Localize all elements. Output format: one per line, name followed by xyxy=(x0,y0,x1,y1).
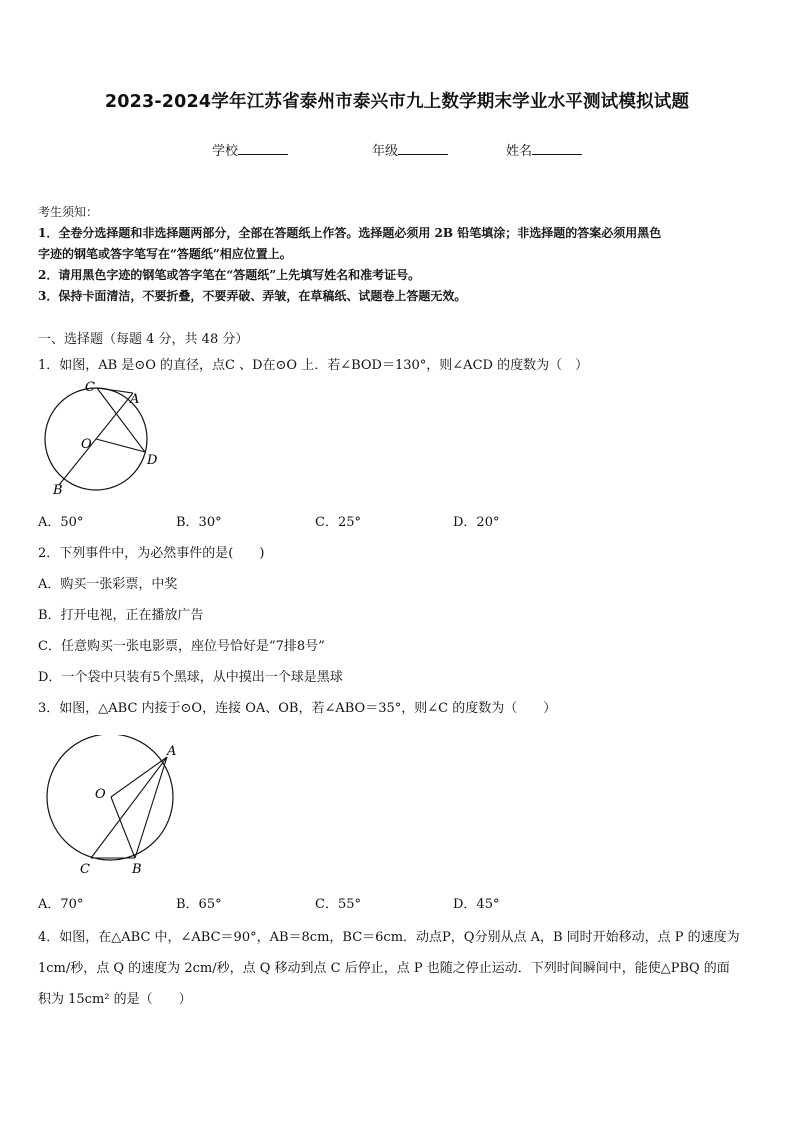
q2-option-d[interactable]: D．一个袋中只装有5个黑球，从中摸出一个球是黑球 xyxy=(38,670,343,685)
school-blank xyxy=(238,142,288,155)
q1-option-c[interactable]: C．25° xyxy=(315,515,361,530)
notice-line-1: 1．全卷分选择题和非选择题两部分，全部在答题纸上作答。选择题必须用 2B 铅笔填涂；非选择题的答案必须用黑色 xyxy=(38,226,662,240)
notice-line-3: 3．保持卡面清洁，不要折叠，不要弄破、弄皱，在草稿纸、试题卷上答题无效。 xyxy=(38,289,467,303)
section-heading: 一、选择题（每题 4 分，共 48 分） xyxy=(38,332,249,347)
q3-option-b[interactable]: B．65° xyxy=(176,897,222,912)
q3-option-c[interactable]: C．55° xyxy=(315,897,361,912)
grade-blank xyxy=(398,142,448,155)
page-title: 2023-2024学年江苏省泰州市泰兴市九上数学期末学业水平测试模拟试题 xyxy=(104,92,690,112)
q1-option-a[interactable]: A．50° xyxy=(38,515,84,530)
notice-line-2: 2．请用黑色字迹的钢笔或答字笔在“答题纸”上先填写姓名和准考证号。 xyxy=(38,268,421,282)
q1-radius-od xyxy=(96,439,145,452)
q1-option-d[interactable]: D．20° xyxy=(453,515,500,530)
q3-label-b: B xyxy=(132,862,142,877)
notice-line-1b: 字迹的钢笔或答字笔写在“答题纸”相应位置上。 xyxy=(38,247,292,261)
grade-label: 年级 xyxy=(372,144,399,159)
q3-side-ab xyxy=(135,757,167,858)
school-label: 学校 xyxy=(212,144,239,159)
q3-option-a[interactable]: A．70° xyxy=(38,897,84,912)
name-field xyxy=(506,140,582,159)
q1-stem: 1．如图，AB 是⊙O 的直径，点C 、D在⊙O 上．若∠BOD＝130°，则∠ACD 的度数为（ ） xyxy=(38,358,589,373)
notice-header: 考生须知： xyxy=(38,205,99,219)
q1-label-a: A xyxy=(130,392,140,407)
q3-label-a: A xyxy=(167,744,177,759)
school-field xyxy=(212,140,288,159)
q2-option-a[interactable]: A．购买一张彩票，中奖 xyxy=(38,577,178,592)
q1-figure xyxy=(36,376,171,501)
q1-label-b: B xyxy=(53,483,63,498)
q4-line-1: 4．如图，在△ABC 中，∠ABC＝90°，AB＝8cm，BC＝6cm．动点P，Q分别从点 A，B 同时开始移动，点 P 的速度为 xyxy=(38,930,740,945)
q3-figure xyxy=(36,735,186,880)
name-blank xyxy=(532,142,582,155)
q1-label-d: D xyxy=(147,453,158,468)
grade-field xyxy=(372,140,448,159)
q3-radius-oa xyxy=(111,757,167,797)
name-label: 姓名 xyxy=(506,144,533,159)
q2-option-c[interactable]: C．任意购买一张电影票，座位号恰好是“7排8号” xyxy=(38,639,325,654)
q3-stem: 3．如图，△ABC 内接于⊙O，连接 OA、OB，若∠ABO＝35°，则∠C 的度数为（ ） xyxy=(38,701,557,716)
q2-option-b[interactable]: B．打开电视，正在播放广告 xyxy=(38,608,204,623)
q1-label-c: C xyxy=(85,380,95,395)
q3-option-d[interactable]: D．45° xyxy=(453,897,500,912)
q1-option-b[interactable]: B．30° xyxy=(176,515,222,530)
q4-line-2: 1cm/秒，点 Q 的速度为 2cm/秒，点 Q 移动到点 C 后停止，点 P 也随之停止运动．下列时间瞬间中，能使△PBQ 的面 xyxy=(38,961,730,976)
q1-label-o: O xyxy=(81,437,92,452)
q2-stem: 2．下列事件中，为必然事件的是( ) xyxy=(38,546,265,561)
q3-label-c: C xyxy=(80,862,90,877)
q3-label-o: O xyxy=(95,787,106,802)
q4-line-3: 积为 15cm² 的是（ ） xyxy=(38,992,192,1007)
